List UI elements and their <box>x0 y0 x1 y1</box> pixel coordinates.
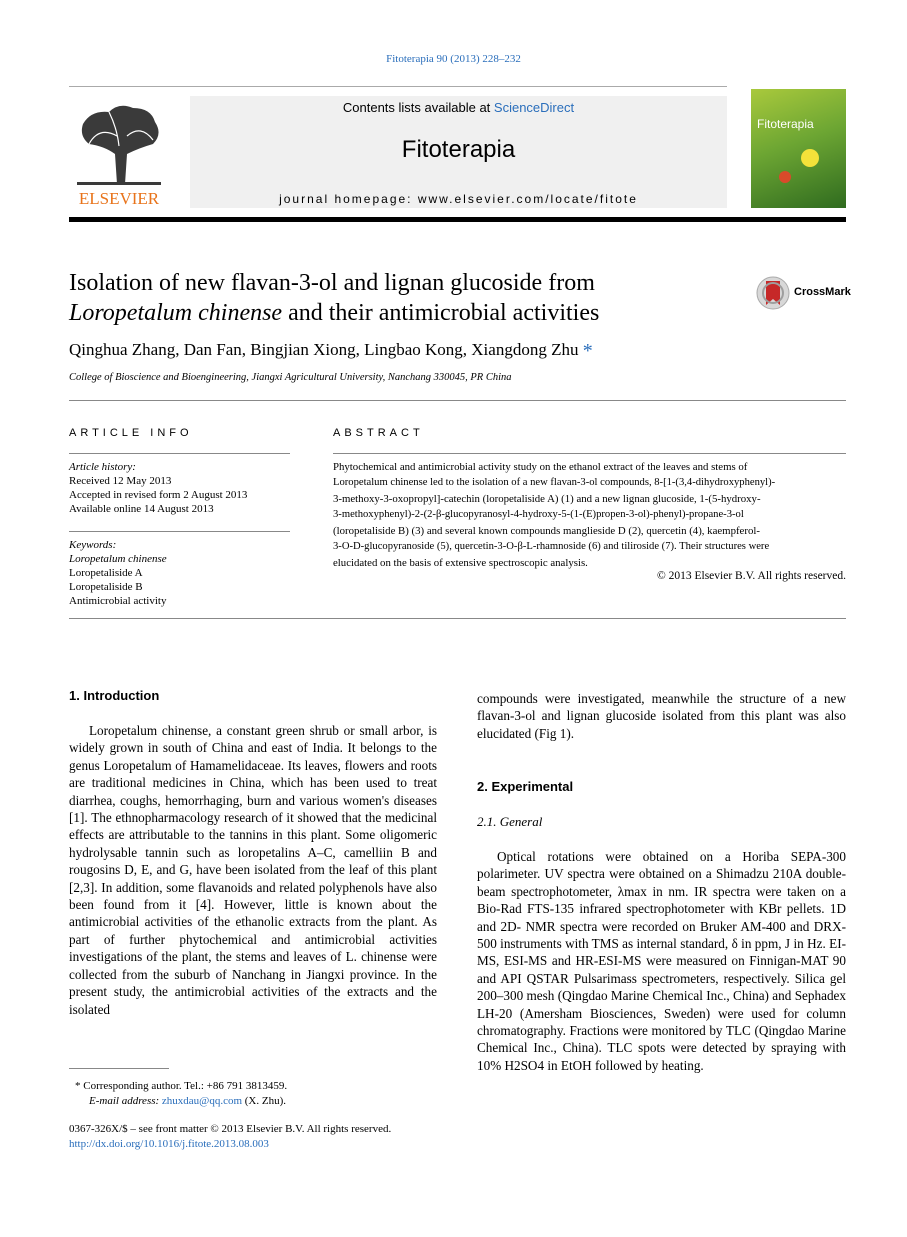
online-date: Available online 14 August 2013 <box>69 503 214 515</box>
introduction-text <box>69 722 437 1018</box>
abstract-line: Loropetalum chinense led to the isolation of a new flavan-3-ol compounds, 8-[1-(3,4-dihydroxyphenyl)- <box>333 477 776 488</box>
continuation-paragraph: compounds were investigated, meanwhile the structure of a new flavan-3-ol and lignan glucoside isolated from this plant was also elucidated (Fig 1). <box>477 691 846 741</box>
title-line-2 <box>69 298 729 328</box>
abstract-line: 3-O-D-glucopyranoside (5), quercetin-3-O-β-L-rhamnoside (6) and tiliroside (7). Their structures were <box>333 541 770 552</box>
revised-date: Accepted in revised form 2 August 2013 <box>69 489 248 501</box>
title-line-1: Isolation of new flavan-3-ol and lignan glucoside from <box>69 270 595 296</box>
general-text <box>477 848 846 1074</box>
email-suffix: (X. Zhu). <box>242 1095 287 1107</box>
abstract-body <box>333 459 846 571</box>
abstract-line: Phytochemical and antimicrobial activity study on the ethanol extract of the leaves and stems of <box>333 461 748 473</box>
keywords-block <box>69 538 294 608</box>
email-link[interactable]: zhuxdau@qq.com <box>161 1095 243 1107</box>
abstract-line: 3-methoxy-3-oxopropyl]-catechin (loropetaliside A) (1) and a new lignan glucoside, 1-(5-hydroxy- <box>333 493 761 505</box>
keywords-label: Keywords: <box>69 539 117 551</box>
corresponding-author-mark[interactable]: * <box>582 340 593 362</box>
journal-citation[interactable]: Fitoterapia 90 (2013) 228–232 <box>386 53 521 65</box>
title-rest: and their antimicrobial activities <box>282 300 600 326</box>
doi-link[interactable]: http://dx.doi.org/10.1016/j.fitote.2013.08.003 <box>69 1138 269 1150</box>
article-history <box>69 460 294 516</box>
journal-homepage[interactable]: journal homepage: www.elsevier.com/locate/fitote <box>279 192 638 206</box>
section-introduction-heading: 1. Introduction <box>69 688 160 703</box>
copyright-notice: © 2013 Elsevier B.V. All rights reserved. <box>657 570 846 582</box>
journal-title: Fitoterapia <box>401 136 516 163</box>
footnote-rule <box>69 1068 169 1069</box>
subsection-general-heading: 2.1. General <box>477 814 543 829</box>
abstract-line: (loropetaliside B) (3) and several known compounds manglieside D (2), quercetin (4), kaempferol- <box>333 525 760 537</box>
keyword-item: Loropetaliside B <box>69 581 143 593</box>
journal-cover-image <box>751 89 846 208</box>
crossmark-label: CrossMark <box>794 286 851 298</box>
keyword-item: Loropetaliside A <box>69 567 143 579</box>
keyword-item: Antimicrobial activity <box>69 595 167 607</box>
crossmark-badge[interactable] <box>755 275 850 311</box>
email-label: E-mail address: <box>89 1095 162 1107</box>
authors: Qinghua Zhang, Dan Fan, Bingjian Xiong, Lingbao Kong, Xiangdong Zhu <box>69 340 579 359</box>
general-paragraph: Optical rotations were obtained on a Horiba SEPA-300 polarimeter. UV spectra were obtained on a Shimadzu 210A double-beam spectrophotometer, λmax in nm. IR spectra were taken on a Bio-Rad FTS-135 infrared spectrophotometer with KBr pellets. 1D and 2D- NMR spectra were recorded on Bruker AM-400 and DRX-500 instruments with TMS as internal standard, δ in ppm, J in Hz. EI-MS, ESI-MS and HR-ESI-MS were measured on Finnigan-MAT 90 and API QSTAR Pulsarimass spectrometers, respectively. Silica gel 200–300 mesh (Qingdao Marine Chemical Inc., China) and Sephadex LH-20 (Amersham Biosciences, Sweden) were used for column chromatography. Fractions were monitored by TLC (Qingdao Marine Chemical Inc., China). TLC spots were detected by spraying with 10% H2SO4 in EtOH followed by heating. <box>477 849 846 1073</box>
title-species: Loropetalum chinense <box>69 300 283 326</box>
contents-prefix: Contents lists available at <box>342 100 494 115</box>
abstract-line: 3-methoxyphenyl)-2-(2-β-glucopyranosyl-4-hydroxy-5-(1-(E)propen-3-ol)-phenyl)-propane-3-ol <box>333 509 744 520</box>
section-experimental-heading: 2. Experimental <box>477 779 574 794</box>
abstract-rule <box>333 453 846 454</box>
sciencedirect-link[interactable]: ScienceDirect <box>493 100 575 115</box>
abstract-heading: ABSTRACT <box>333 427 424 439</box>
header-rule <box>69 86 727 87</box>
header-thick-rule <box>69 217 846 222</box>
title-rule <box>69 400 846 401</box>
right-column-continuation <box>477 690 846 742</box>
footnotes <box>69 1079 449 1109</box>
keyword-item: Loropetalum chinense <box>69 553 167 565</box>
history-label: Article history: <box>69 461 136 473</box>
corresponding-author-note: * Corresponding author. Tel.: +86 791 3813459. <box>75 1080 288 1092</box>
elsevier-tree-logo-icon <box>69 96 169 208</box>
author-list <box>69 340 769 363</box>
contents-line <box>190 100 727 115</box>
cover-journal-name: Fitoterapia <box>757 117 814 131</box>
abstract-bottom-rule <box>69 618 846 619</box>
affiliation: College of Bioscience and Bioengineering, Jiangxi Agricultural University, Nanchang 330045, PR China <box>69 372 512 383</box>
received-date: Received 12 May 2013 <box>69 475 172 487</box>
crossmark-icon <box>755 275 791 311</box>
email-note <box>69 1094 449 1109</box>
article-info-heading: ARTICLE INFO <box>69 427 193 439</box>
issn-line: 0367-326X/$ – see front matter © 2013 Elsevier B.V. All rights reserved. <box>69 1123 392 1135</box>
article-info-rule <box>69 453 290 454</box>
introduction-paragraph: Loropetalum chinense, a constant green shrub or small arbor, is widely grown in south of China and east of India. It belongs to the genus Loropetalum of Hamamelidaceae. Its leaves, flowers and roots are traditional medicines in China, which has been used to treat diarrhea, coughs, hemorrhaging, burn and various women's diseases [1]. The ethnopharmacology research of it showed that the medicinal effects are attributable to the tannins in this plant. Some oligomeric hydrolysable tannin such as loropetalins A–C, camelliin B and rougosins D, E, and G, have been isolated from the leaf of this plant [2,3]. In addition, some flavanoids and related polyphenols have also been found from it [4]. However, little is known about the antimicrobial activities of the ethanolic extracts from the plant. As part of further phytochemical and antimicrobial activities investigations of the plant, the stems and leaves of L. chinense were collected from the suburb of Nanchang in Jiangxi province. In the present study, the antimicrobial activities of the extracts and the isolated <box>69 723 437 1017</box>
abstract-line: elucidated on the basis of extensive spectroscopic analysis. <box>333 557 588 569</box>
article-title <box>69 268 729 328</box>
keywords-rule <box>69 531 290 532</box>
elsevier-wordmark: ELSEVIER <box>78 189 160 208</box>
